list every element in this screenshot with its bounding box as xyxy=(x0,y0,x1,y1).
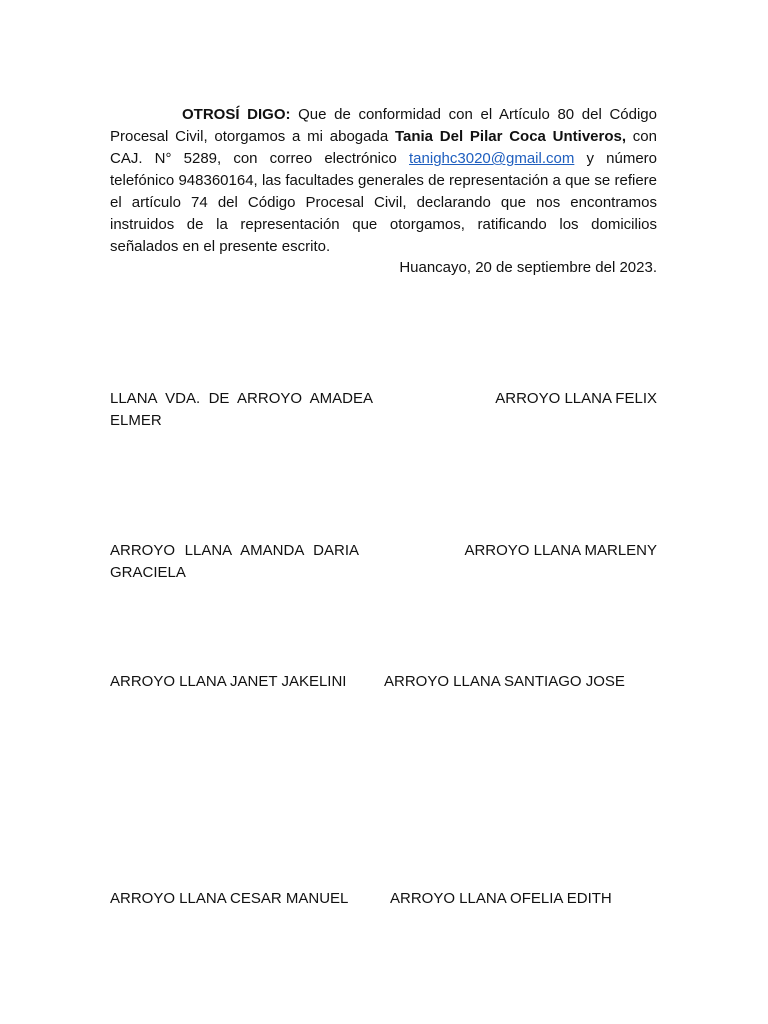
signatory-name: ARROYO LLANA CESAR MANUEL xyxy=(110,890,349,907)
otrosi-paragraph xyxy=(110,104,657,258)
lawyer-name: Tania Del Pilar Coca Untiveros, xyxy=(394,128,627,145)
signatory-name: ARROYO LLANA JANET JAKELINI xyxy=(110,673,347,690)
signatory-name: ARROYO LLANA AMANDA DARIA GRACIELA xyxy=(110,542,359,581)
otrosi-text-3: y número telefónico 948360164, las facultades generales de representación a que se refiere el artículo 74 del Código Procesal Civil, declarando que nos encontramos instruidos de la representación que otorgamos, ratificando los domicilios señalados en el presente escrito. xyxy=(110,150,657,255)
signatory-name: ARROYO LLANA SANTIAGO JOSE xyxy=(384,673,625,690)
email-link[interactable]: tanighc3020@gmail.com xyxy=(409,150,575,167)
signatory-name: LLANA VDA. DE ARROYO AMADEA ELMER xyxy=(110,390,373,429)
otrosi-heading: OTROSÍ DIGO: xyxy=(182,106,291,123)
signatory-name: ARROYO LLANA OFELIA EDITH xyxy=(390,890,612,907)
signatory-name: ARROYO LLANA FELIX xyxy=(495,390,657,407)
place-date-line: Huancayo, 20 de septiembre del 2023. xyxy=(399,259,657,276)
otrosi-text-2: con CAJ. N° 5289, con correo electrónico xyxy=(110,128,657,167)
otrosi-text-1: Que de conformidad con el Artículo 80 del Código Procesal Civil, otorgamos a mi abogada xyxy=(110,106,657,145)
signatory-name: ARROYO LLANA MARLENY xyxy=(464,542,657,559)
